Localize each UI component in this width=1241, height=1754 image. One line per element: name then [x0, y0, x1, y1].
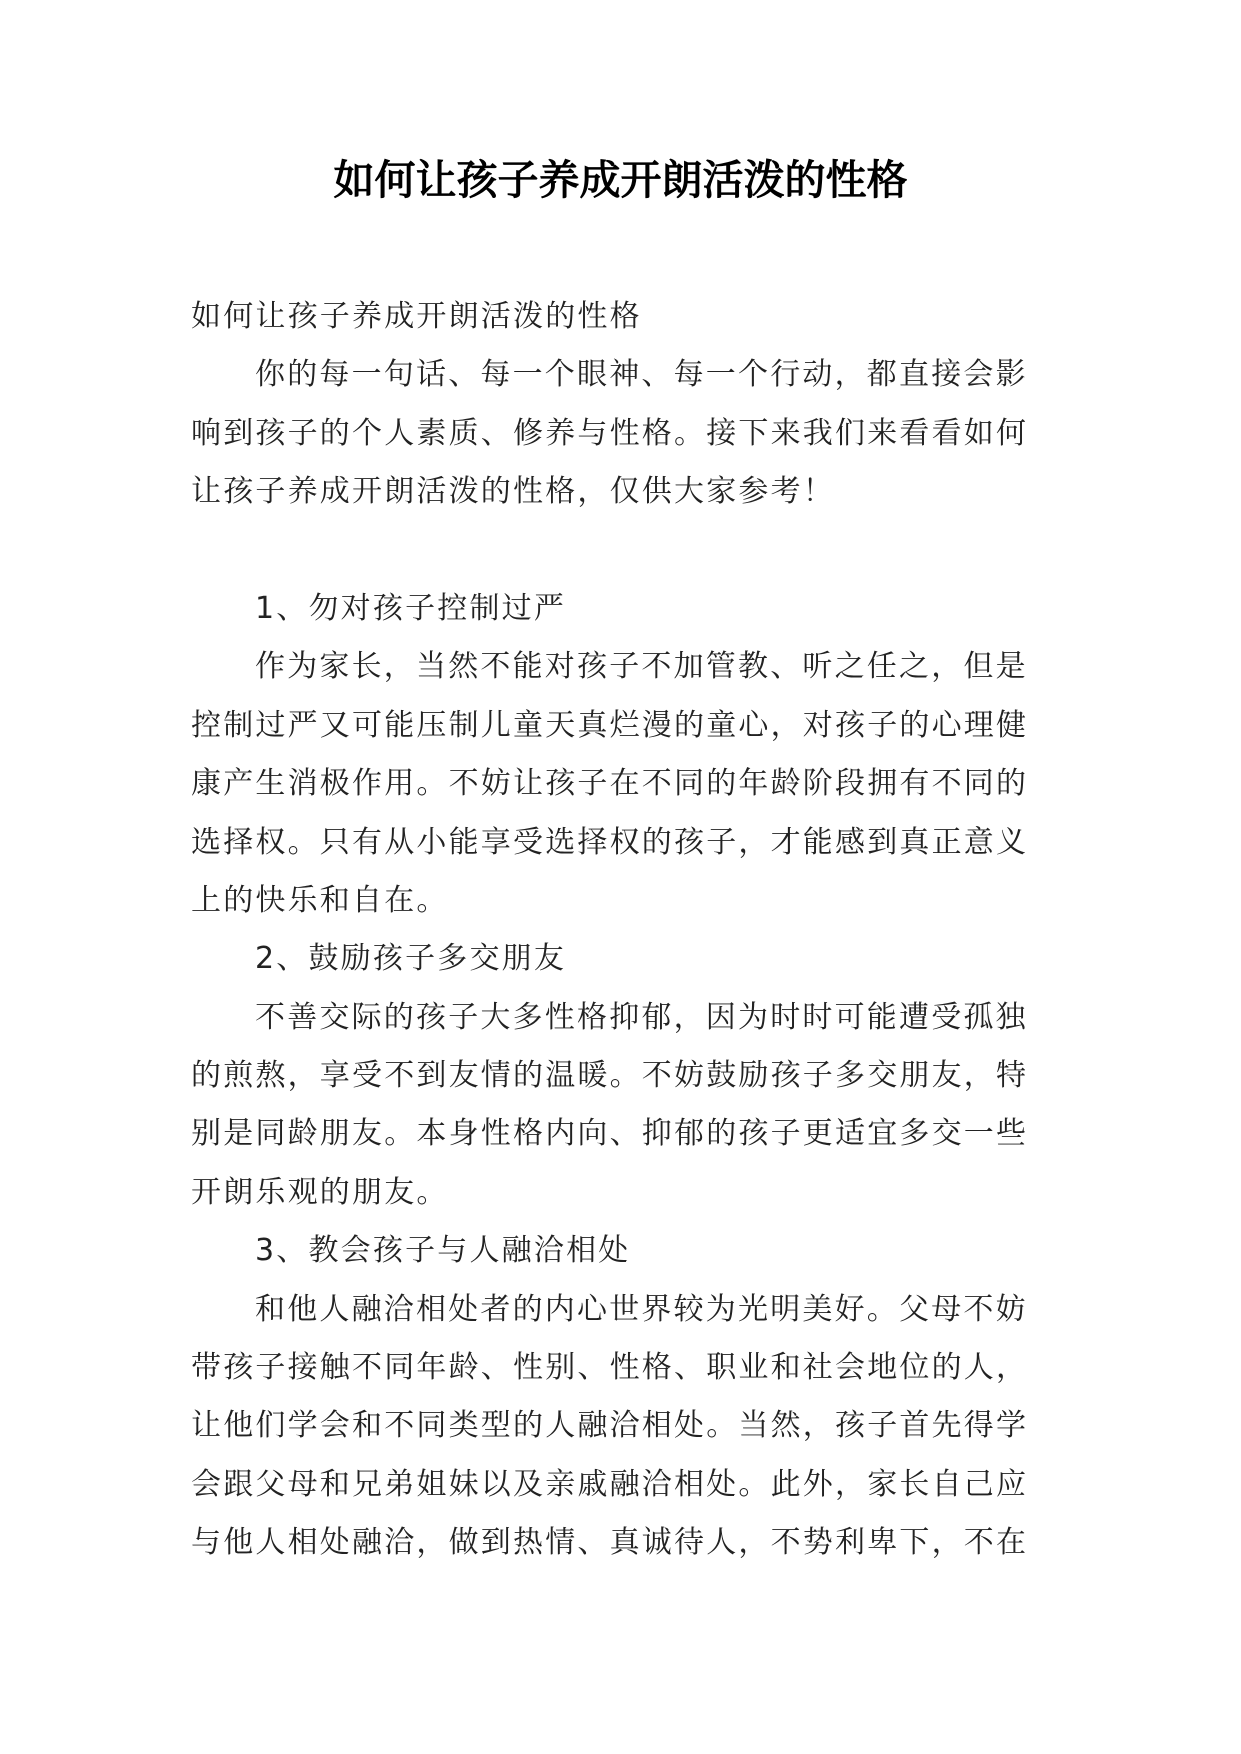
paragraph-line: 开朗乐观的朋友。	[191, 1174, 449, 1210]
intro-line: 你的每一句话、每一个眼神、每一个行动，都直接会影	[255, 357, 1028, 393]
paragraph-line: 不善交际的孩子大多性格抑郁，因为时时可能遭受孤独	[255, 999, 1028, 1035]
section-heading: 3、教会孩子与人融洽相处	[255, 1233, 631, 1269]
paragraph-line: 康产生消极作用。不妨让孩子在不同的年龄阶段拥有不同的	[191, 766, 1029, 802]
paragraph-line: 选择权。只有从小能享受选择权的孩子，才能感到真正意义	[191, 824, 1029, 860]
document-title: 如何让孩子养成开朗活泼的性格	[333, 156, 908, 204]
paragraph-line: 上的快乐和自在。	[191, 882, 449, 918]
paragraph-line: 让他们学会和不同类型的人融洽相处。当然，孩子首先得学	[191, 1408, 1029, 1444]
document-body	[191, 288, 1051, 1573]
paragraph-line: 会跟父母和兄弟姐妹以及亲戚融洽相处。此外，家长自己应	[191, 1466, 1029, 1502]
intro-line: 让孩子养成开朗活泼的性格，仅供大家参考！	[191, 474, 835, 510]
paragraph-line: 别是同龄朋友。本身性格内向、抑郁的孩子更适宜多交一些	[191, 1116, 1029, 1152]
section-heading: 1、勿对孩子控制过严	[255, 590, 567, 626]
paragraph-line: 的煎熬，享受不到友情的温暖。不妨鼓励孩子多交朋友，特	[191, 1058, 1029, 1094]
paragraph-line: 与他人相处融洽，做到热情、真诚待人，不势利卑下，不在	[191, 1525, 1029, 1561]
paragraph-line: 作为家长，当然不能对孩子不加管教、听之任之，但是	[255, 649, 1028, 685]
paragraph-line: 和他人融洽相处者的内心世界较为光明美好。父母不妨	[255, 1291, 1028, 1327]
intro-line: 响到孩子的个人素质、修养与性格。接下来我们来看看如何	[191, 415, 1029, 451]
paragraph-line: 带孩子接触不同年龄、性别、性格、职业和社会地位的人，	[191, 1350, 1029, 1386]
subtitle: 如何让孩子养成开朗活泼的性格	[191, 299, 642, 334]
section-heading: 2、鼓励孩子多交朋友	[255, 941, 567, 977]
paragraph-line: 控制过严又可能压制儿童天真烂漫的童心，对孩子的心理健	[191, 707, 1029, 743]
blank-line	[191, 522, 1051, 580]
